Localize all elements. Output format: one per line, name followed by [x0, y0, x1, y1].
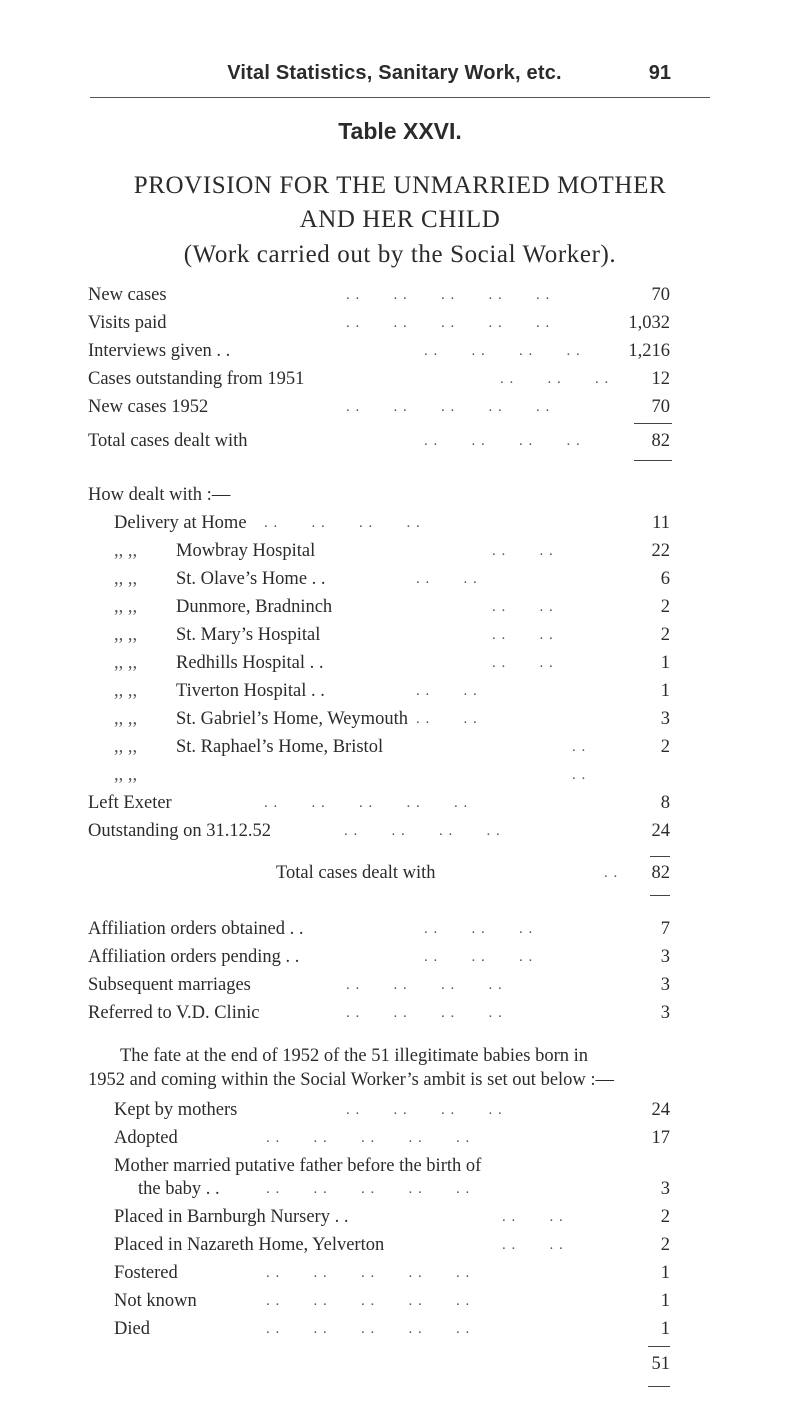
sum-rule	[650, 895, 670, 896]
how-dealt-total-label: Total cases dealt with	[276, 863, 436, 883]
ditto-mark: ,, ,,	[114, 737, 138, 757]
summary-row	[88, 339, 670, 363]
hospital-row	[114, 539, 670, 563]
left-exeter-label: Left Exeter	[88, 793, 172, 813]
leader-dots: . . . . . . . .	[344, 823, 501, 839]
section-heading-line2: AND HER CHILD	[299, 206, 501, 233]
fate-value: 2	[660, 1235, 670, 1255]
ditto-mark: ,, ,,	[114, 541, 138, 561]
hospital-label: St. Raphael’s Home, Bristol	[176, 737, 384, 757]
hospital-value: 1	[660, 653, 670, 673]
hospital-label: Dunmore, Bradninch	[176, 597, 333, 617]
how-dealt-heading-text: How dealt with :—	[88, 485, 231, 505]
hospital-value: 3	[660, 709, 670, 729]
hospital-row	[114, 567, 670, 591]
fate-value: 2	[660, 1207, 670, 1227]
leader-dots: . . . .	[492, 543, 554, 559]
fate-value: 17	[651, 1128, 670, 1148]
fate-label-line1: Mother married putative father before the birth of	[114, 1156, 482, 1176]
ditto-mark: ,, ,,	[114, 569, 138, 589]
outstanding-value: 24	[651, 821, 670, 841]
how-dealt-total-value: 82	[651, 863, 670, 883]
fate-label: Adopted	[114, 1128, 178, 1148]
summary-row	[88, 395, 670, 419]
leader-dots: . . . . . . . . . .	[346, 315, 551, 331]
affiliation-row	[88, 973, 670, 997]
how-dealt-total-row	[88, 861, 670, 885]
ditto-mark: ,, ,,	[114, 765, 138, 785]
fate-paragraph-line1: The fate at the end of 1952 of the 51 illegitimate babies born in	[120, 1046, 589, 1066]
leader-dots: . .	[604, 865, 619, 881]
hospital-row	[114, 679, 670, 703]
running-header-title: Vital Statistics, Sanitary Work, etc.	[227, 62, 562, 84]
leader-dots: . . . .	[492, 599, 554, 615]
leader-dots: . . . . . . . . . .	[266, 1293, 471, 1309]
affiliation-value: 3	[660, 975, 670, 995]
fate-value: 1	[660, 1291, 670, 1311]
hospital-value: 6	[660, 569, 670, 589]
affiliation-label: Affiliation orders pending . .	[88, 947, 300, 967]
summary-label: Visits paid	[88, 313, 167, 333]
hospital-value: 2	[660, 737, 670, 757]
how-dealt-heading	[88, 483, 670, 507]
left-exeter-row	[88, 791, 670, 815]
summary-value: 1,032	[628, 313, 670, 333]
leader-dots: . . . . . . . . . .	[346, 287, 551, 303]
summary-value: 70	[651, 397, 670, 417]
fate-label: Kept by mothers	[114, 1100, 238, 1120]
outstanding-row	[88, 819, 670, 843]
sum-rule	[634, 423, 672, 424]
affiliation-label: Affiliation orders obtained . .	[88, 919, 304, 939]
fate-row	[114, 1177, 670, 1201]
fate-total-value: 51	[651, 1354, 670, 1374]
fate-row	[114, 1205, 670, 1229]
affiliation-row	[88, 945, 670, 969]
leader-dots: . .	[572, 767, 587, 783]
fate-paragraph	[88, 1044, 798, 1092]
hospital-value: 1	[660, 681, 670, 701]
hospital-label: St. Mary’s Hospital	[176, 625, 321, 645]
page-number: 91	[648, 62, 671, 84]
hospital-label: Mowbray Hospital	[176, 541, 316, 561]
left-exeter-value: 8	[660, 793, 670, 813]
leader-dots: . . . . . . . . . .	[346, 399, 551, 415]
summary-row	[88, 283, 670, 307]
leader-dots: . . . . . . . . . .	[264, 795, 469, 811]
fate-row	[114, 1261, 670, 1285]
fate-row-multiline	[114, 1154, 670, 1178]
leader-dots: . . . . . . . .	[424, 433, 581, 449]
summary-total-label: Total cases dealt with	[88, 431, 248, 451]
hospital-row	[114, 763, 670, 787]
fate-row	[114, 1233, 670, 1257]
affiliation-value: 3	[660, 1003, 670, 1023]
leader-dots: . .	[572, 739, 587, 755]
ditto-mark: ,, ,,	[114, 681, 138, 701]
fate-value: 24	[651, 1100, 670, 1120]
leader-dots: . . . .	[416, 711, 478, 727]
sum-rule	[650, 856, 670, 857]
hospital-label: St. Gabriel’s Home, Weymouth	[176, 709, 408, 729]
leader-dots: . . . . . . . .	[346, 1102, 503, 1118]
fate-value: 1	[660, 1319, 670, 1339]
leader-dots: . . . . . . . . . .	[266, 1265, 471, 1281]
fate-row	[114, 1098, 670, 1122]
fate-row	[114, 1289, 670, 1313]
affiliation-value: 3	[660, 947, 670, 967]
fate-label: Died	[114, 1319, 150, 1339]
delivery-value: 11	[652, 513, 670, 533]
fate-label: Placed in Nazareth Home, Yelverton	[114, 1235, 385, 1255]
delivery-row	[114, 511, 670, 535]
summary-label: Cases outstanding from 1951	[88, 369, 305, 389]
outstanding-label: Outstanding on 31.12.52	[88, 821, 271, 841]
hospital-label: Redhills Hospital . .	[176, 653, 324, 673]
leader-dots: . . . .	[502, 1237, 564, 1253]
ditto-mark: ,, ,,	[114, 625, 138, 645]
summary-label: New cases 1952	[88, 397, 209, 417]
leader-dots: . . . .	[416, 571, 478, 587]
fate-total-row	[114, 1352, 670, 1376]
leader-dots: . . . . . . . .	[264, 515, 421, 531]
affiliation-value: 7	[660, 919, 670, 939]
hospital-row	[114, 651, 670, 675]
hospital-row	[114, 707, 670, 731]
fate-value: 1	[660, 1263, 670, 1283]
hospital-label: Tiverton Hospital . .	[176, 681, 325, 701]
delivery-label: Delivery at Home	[114, 513, 247, 533]
summary-total-row	[88, 429, 670, 453]
leader-dots: . . . . . .	[424, 921, 534, 937]
leader-dots: . . . . . . . . . .	[266, 1130, 471, 1146]
leader-dots: . . . .	[492, 627, 554, 643]
summary-label: New cases	[88, 285, 167, 305]
section-heading-line1: PROVISION FOR THE UNMARRIED MOTHER	[133, 172, 667, 199]
summary-row	[88, 367, 670, 391]
affiliation-row	[88, 917, 670, 941]
leader-dots: . . . .	[492, 655, 554, 671]
leader-dots: . . . .	[416, 683, 478, 699]
section-subtitle: (Work carried out by the Social Worker).	[183, 241, 617, 268]
summary-value: 70	[651, 285, 670, 305]
affiliation-row	[88, 1001, 670, 1025]
summary-total-value: 82	[651, 431, 670, 451]
summary-value: 12	[651, 369, 670, 389]
hospital-row	[114, 595, 670, 619]
sum-rule	[648, 1346, 670, 1347]
hospital-value: 2	[660, 625, 670, 645]
ditto-mark: ,, ,,	[114, 653, 138, 673]
affiliation-label: Subsequent marriages	[88, 975, 251, 995]
hospital-label: St. Olave’s Home . .	[176, 569, 326, 589]
fate-label: Not known	[114, 1291, 197, 1311]
hospital-row	[114, 735, 670, 759]
fate-row	[114, 1317, 670, 1341]
hospital-row	[114, 623, 670, 647]
hospital-value: 2	[660, 597, 670, 617]
summary-value: 1,216	[628, 341, 670, 361]
hospital-value: 22	[651, 541, 670, 561]
fate-label: Fostered	[114, 1263, 178, 1283]
summary-row	[88, 311, 670, 335]
leader-dots: . . . . . .	[424, 949, 534, 965]
summary-label: Interviews given . .	[88, 341, 231, 361]
leader-dots: . . . .	[502, 1209, 564, 1225]
leader-dots: . . . . . . . . . .	[266, 1321, 471, 1337]
fate-value: 3	[660, 1179, 670, 1199]
table-title: Table XXVI.	[338, 118, 462, 144]
leader-dots: . . . . . .	[500, 371, 610, 387]
affiliation-label: Referred to V.D. Clinic	[88, 1003, 260, 1023]
leader-dots: . . . . . . . . . .	[266, 1181, 471, 1197]
leader-dots: . . . . . . . .	[424, 343, 581, 359]
running-header	[118, 62, 671, 94]
header-rule	[90, 97, 710, 98]
sum-rule	[634, 460, 672, 461]
sum-rule	[648, 1386, 670, 1387]
fate-row	[114, 1126, 670, 1150]
leader-dots: . . . . . . . .	[346, 1005, 503, 1021]
ditto-mark: ,, ,,	[114, 597, 138, 617]
fate-label-line2: the baby . .	[138, 1179, 220, 1199]
ditto-mark: ,, ,,	[114, 709, 138, 729]
leader-dots: . . . . . . . .	[346, 977, 503, 993]
fate-label: Placed in Barnburgh Nursery . .	[114, 1207, 349, 1227]
fate-paragraph-line2: 1952 and coming within the Social Worker’s ambit is set out below :—	[88, 1070, 615, 1090]
